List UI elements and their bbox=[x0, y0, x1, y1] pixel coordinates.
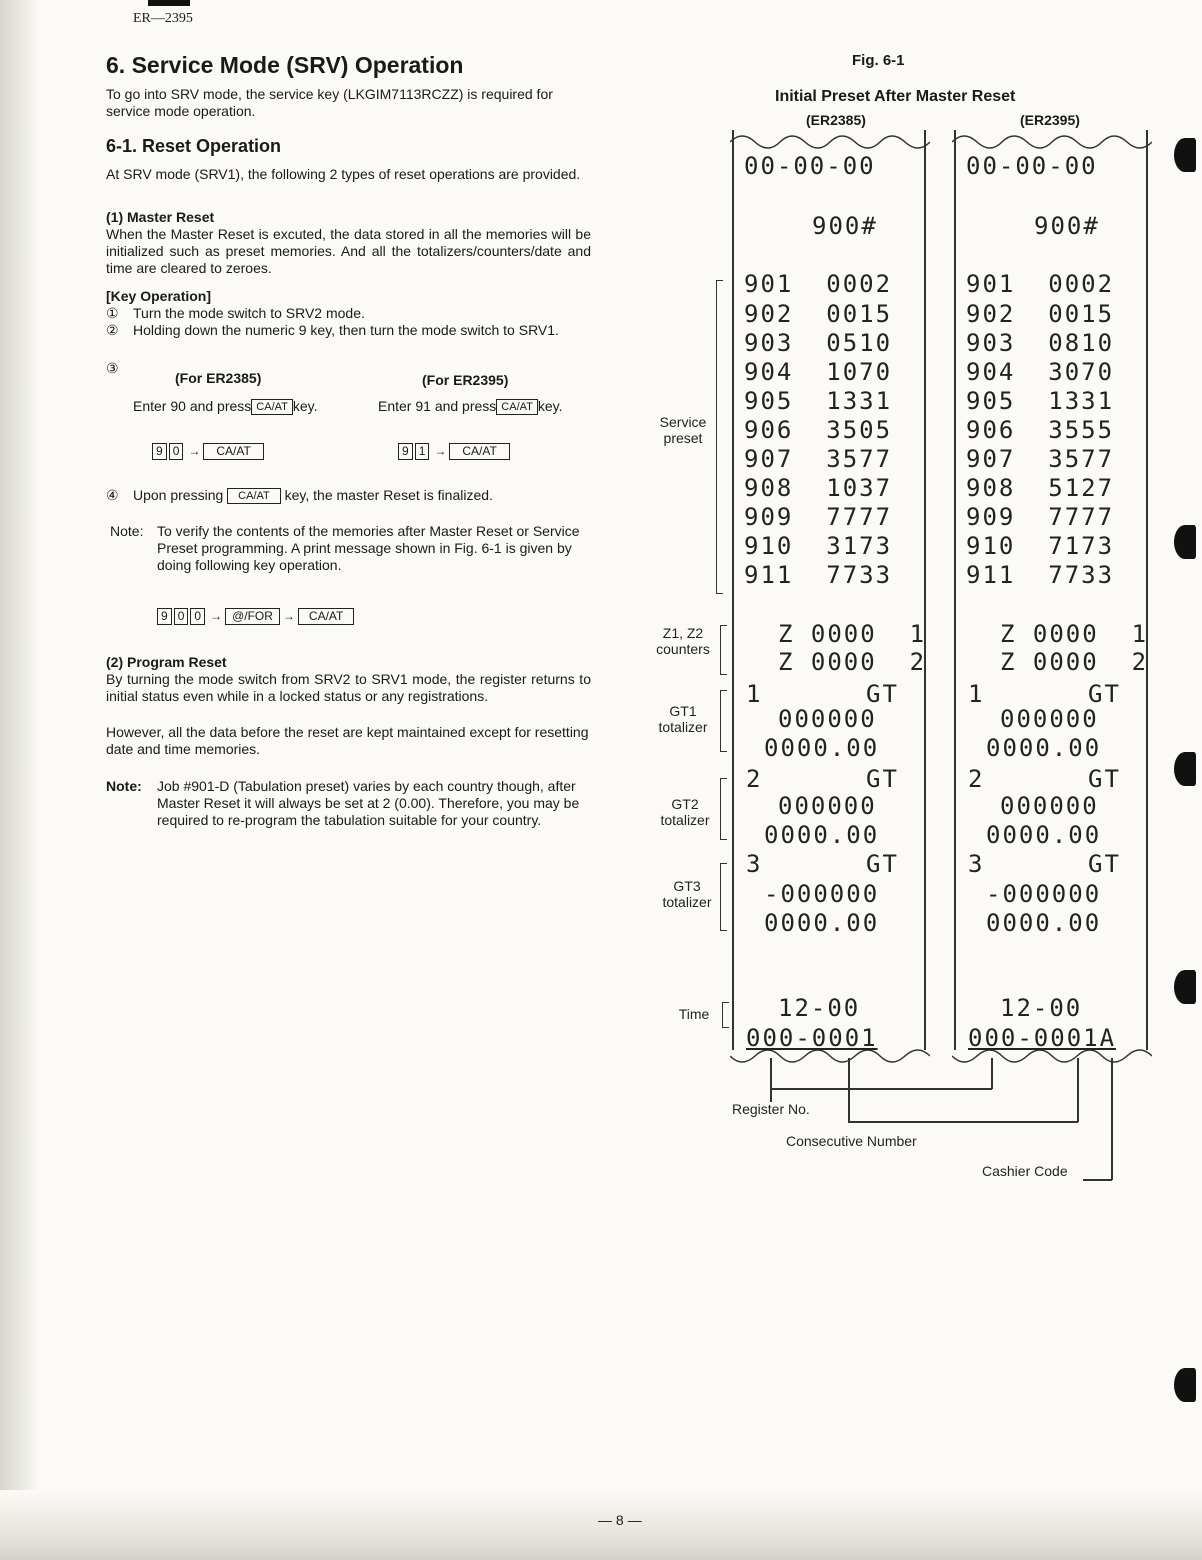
z-counters-label: Z1, Z2 counters bbox=[656, 625, 710, 657]
ca-at-key: CA/AT bbox=[227, 488, 281, 504]
arrow-icon: → bbox=[188, 444, 201, 458]
gt1-bracket bbox=[720, 690, 727, 752]
binder-hole bbox=[1174, 138, 1196, 172]
figure-number: Fig. 6-1 bbox=[852, 52, 905, 69]
receipt-line: 000000 bbox=[1000, 792, 1099, 820]
receipt-line: 3 bbox=[746, 850, 763, 878]
receipt-line: 911 7733 bbox=[744, 561, 893, 589]
step-1-number: ① bbox=[106, 305, 119, 321]
key-1: 1 bbox=[415, 443, 430, 460]
receipt-line: 0000.00 bbox=[764, 821, 880, 849]
z-counters-bracket bbox=[720, 625, 727, 675]
receipt-line: 0000.00 bbox=[986, 909, 1102, 937]
receipt-line: 900# bbox=[812, 212, 878, 240]
callout-line bbox=[848, 1121, 1078, 1123]
receipt-line: GT bbox=[866, 765, 899, 793]
time-bracket bbox=[722, 1002, 729, 1028]
enter-90-instruction bbox=[133, 398, 318, 415]
key-word: key. bbox=[537, 398, 563, 414]
receipt-line: Z 0000 2 bbox=[778, 648, 927, 676]
subsection-title: 6-1. Reset Operation bbox=[106, 136, 282, 156]
cashier-code-callout: Cashier Code bbox=[982, 1163, 1068, 1179]
note-1-label: Note: bbox=[110, 523, 144, 539]
left-model-label: (ER2385) bbox=[806, 112, 866, 128]
page-number: — 8 — bbox=[598, 1512, 642, 1528]
receipt-line: GT bbox=[866, 680, 899, 708]
key-sequence-verify bbox=[157, 608, 354, 625]
ca-at-key: CA/AT bbox=[298, 608, 354, 625]
receipt-line: 901 0002 bbox=[966, 270, 1115, 298]
step-4-post: key, the master Reset is finalized. bbox=[284, 487, 493, 503]
for-key: @/FOR bbox=[225, 608, 280, 625]
note-2-text: Job #901-D (Tabulation preset) varies by each country though, after Master Reset it will always be set at 2 (0.00). Therefore, you may be required to re-program the tabulation suitable for your country. bbox=[157, 778, 580, 828]
receipt-line: 0000.00 bbox=[764, 909, 880, 937]
receipt-line: 908 5127 bbox=[966, 474, 1115, 502]
receipt-line: 907 3577 bbox=[744, 445, 893, 473]
step-1-text: Turn the mode switch to SRV2 mode. bbox=[133, 305, 365, 321]
section-intro: To go into SRV mode, the service key (LKGIM7113RCZZ) is required for service mode operation. bbox=[106, 86, 553, 119]
callout-line bbox=[1083, 1179, 1112, 1181]
step-4-pre: Upon pressing bbox=[133, 487, 224, 503]
receipt-line: 903 0810 bbox=[966, 329, 1115, 357]
ca-at-key: CA/AT bbox=[449, 443, 509, 460]
receipt-line: Z 0000 1 bbox=[778, 620, 927, 648]
receipt-line: 908 1037 bbox=[744, 474, 893, 502]
receipt-line: 3 bbox=[968, 850, 985, 878]
ca-at-key: CA/AT bbox=[496, 399, 538, 415]
page-edge-shadow bbox=[0, 0, 40, 1560]
enter-91-instruction bbox=[378, 398, 563, 415]
arrow-icon: → bbox=[210, 609, 223, 623]
step-4-text bbox=[133, 487, 493, 504]
binder-hole bbox=[1174, 525, 1196, 559]
receipt-line: GT bbox=[1088, 680, 1121, 708]
receipt-line: 000-0001A bbox=[968, 1024, 1117, 1052]
program-reset-heading: (2) Program Reset bbox=[106, 654, 227, 670]
service-preset-bracket bbox=[716, 280, 723, 594]
tear-edge-top bbox=[952, 130, 1152, 154]
receipt-line: 000-0001 bbox=[746, 1024, 878, 1052]
receipt-line: 901 0002 bbox=[744, 270, 893, 298]
receipt-line: 900# bbox=[1034, 212, 1100, 240]
for-er2385-label: (For ER2385) bbox=[175, 370, 262, 386]
step-4-number: ④ bbox=[106, 487, 119, 503]
receipt-line: 909 7777 bbox=[744, 503, 893, 531]
receipt-line: 909 7777 bbox=[966, 503, 1115, 531]
receipt-line: 000000 bbox=[778, 792, 877, 820]
gt3-bracket bbox=[720, 863, 727, 931]
receipt-line: 905 1331 bbox=[966, 387, 1115, 415]
step-3-number: ③ bbox=[106, 360, 119, 376]
receipt-line: 902 0015 bbox=[966, 300, 1115, 328]
for-er2395-label: (For ER2395) bbox=[422, 372, 509, 388]
receipt-line: 00-00-00 bbox=[744, 152, 876, 180]
callout-line bbox=[1111, 1058, 1113, 1180]
receipt-line: 904 3070 bbox=[966, 358, 1115, 386]
gt2-bracket bbox=[720, 778, 727, 840]
receipt-line: 12-00 bbox=[1000, 994, 1083, 1022]
receipt-line: 1 bbox=[968, 680, 985, 708]
master-reset-text: When the Master Reset is excuted, the data stored in all the memories will be initialized such as preset memories. And all the totalizers/counters/date and time are cleared to zeroes. bbox=[106, 226, 591, 276]
receipt-line: 910 7173 bbox=[966, 532, 1115, 560]
receipt-line: 911 7733 bbox=[966, 561, 1115, 589]
document-id: ER—2395 bbox=[133, 11, 193, 26]
receipt-line: 000000 bbox=[778, 705, 877, 733]
receipt-line: Z 0000 1 bbox=[1000, 620, 1149, 648]
key-9: 9 bbox=[157, 608, 172, 625]
receipt-line: -000000 bbox=[986, 880, 1102, 908]
receipt-line: 1 bbox=[746, 680, 763, 708]
master-reset-heading: (1) Master Reset bbox=[106, 209, 215, 225]
binder-hole bbox=[1174, 752, 1196, 786]
callout-line bbox=[770, 1088, 992, 1090]
consecutive-number-callout: Consecutive Number bbox=[786, 1133, 917, 1149]
receipt-line: 0000.00 bbox=[764, 734, 880, 762]
receipt-line: 905 1331 bbox=[744, 387, 893, 415]
key-word: key. bbox=[292, 398, 318, 414]
gt2-label: GT2 totalizer bbox=[660, 796, 710, 828]
callout-line bbox=[1077, 1058, 1079, 1122]
service-preset-label: Service preset bbox=[659, 414, 707, 446]
header-bar bbox=[148, 0, 190, 6]
receipt-line: 910 3173 bbox=[744, 532, 893, 560]
key-0: 0 bbox=[169, 443, 184, 460]
receipt-line: GT bbox=[1088, 850, 1121, 878]
receipt-line: 0000.00 bbox=[986, 734, 1102, 762]
enter-90-text: Enter 90 and press bbox=[133, 398, 252, 414]
callout-line bbox=[991, 1058, 993, 1089]
step-2-text: Holding down the numeric 9 key, then turn the mode switch to SRV1. bbox=[133, 322, 559, 338]
callout-line bbox=[848, 1058, 850, 1122]
key-0: 0 bbox=[174, 608, 189, 625]
receipt-line: 903 0510 bbox=[744, 329, 893, 357]
receipt-line: 000000 bbox=[1000, 705, 1099, 733]
note-1-text: To verify the contents of the memories after Master Reset or Service Preset programming. A print message shown in Fig. 6-1 is given by doing following key operation. bbox=[157, 523, 580, 573]
receipt-line: 00-00-00 bbox=[966, 152, 1098, 180]
receipt-line: 2 bbox=[746, 765, 763, 793]
gt3-label: GT3 totalizer bbox=[662, 878, 712, 910]
ca-at-key: CA/AT bbox=[251, 399, 293, 415]
program-reset-text-1: By turning the mode switch from SRV2 to SRV1 mode, the register returns to initial status even while in a locked status or any registrations. bbox=[106, 671, 591, 704]
key-operation-heading: [Key Operation] bbox=[106, 288, 212, 304]
receipt-line: Z 0000 2 bbox=[1000, 648, 1149, 676]
register-no-callout: Register No. bbox=[732, 1101, 810, 1117]
receipt-line: 902 0015 bbox=[744, 300, 893, 328]
receipt-line: 2 bbox=[968, 765, 985, 793]
figure-title: Initial Preset After Master Reset bbox=[775, 88, 1016, 105]
note-2-label: Note: bbox=[106, 778, 142, 794]
right-model-label: (ER2395) bbox=[1020, 112, 1080, 128]
receipt-line: 12-00 bbox=[778, 994, 861, 1022]
enter-91-text: Enter 91 and press bbox=[378, 398, 497, 414]
receipt-line: -000000 bbox=[764, 880, 880, 908]
receipt-line: 906 3505 bbox=[744, 416, 893, 444]
key-sequence-er2385 bbox=[152, 443, 264, 460]
receipt-line: 904 1070 bbox=[744, 358, 893, 386]
program-reset-text-2: However, all the data before the reset are kept maintained except for resetting date and time memories. bbox=[106, 724, 589, 757]
receipt-line: GT bbox=[866, 850, 899, 878]
receipt-line: 907 3577 bbox=[966, 445, 1115, 473]
receipt-line: 0000.00 bbox=[986, 821, 1102, 849]
tear-edge-top bbox=[730, 130, 930, 154]
section-title: 6. Service Mode (SRV) Operation bbox=[106, 52, 464, 78]
receipt-line: 906 3555 bbox=[966, 416, 1115, 444]
arrow-icon: → bbox=[434, 444, 447, 458]
arrow-icon: → bbox=[282, 609, 295, 623]
receipt-line: GT bbox=[1088, 765, 1121, 793]
ca-at-key: CA/AT bbox=[203, 443, 263, 460]
time-label: Time bbox=[678, 1006, 710, 1022]
key-9: 9 bbox=[398, 443, 413, 460]
binder-hole bbox=[1174, 970, 1196, 1004]
reset-intro: At SRV mode (SRV1), the following 2 types of reset operations are provided. bbox=[106, 166, 581, 182]
key-sequence-er2395 bbox=[398, 443, 510, 460]
gt1-label: GT1 totalizer bbox=[658, 703, 708, 735]
step-2-number: ② bbox=[106, 322, 119, 338]
key-0: 0 bbox=[190, 608, 205, 625]
callout-line bbox=[770, 1058, 772, 1102]
binder-hole bbox=[1174, 1368, 1196, 1402]
key-9: 9 bbox=[152, 443, 167, 460]
